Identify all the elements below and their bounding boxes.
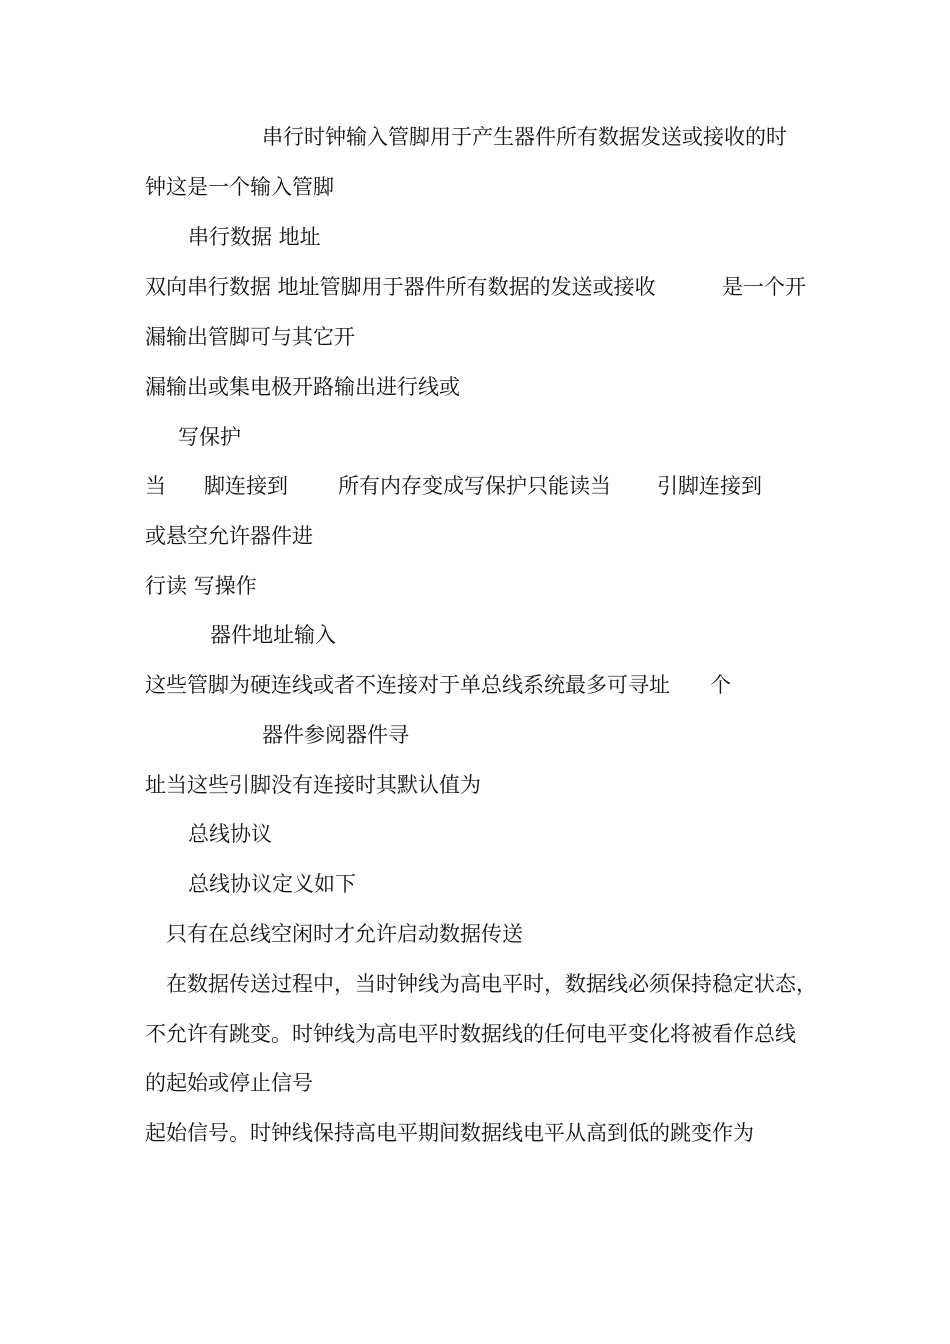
text-segment: 脚连接到 bbox=[204, 474, 288, 498]
text-segment: 串行时钟输入管脚用于产生器件所有数据发送或接收的时 bbox=[262, 125, 787, 149]
text-segment: 个 bbox=[710, 673, 731, 697]
text-segment: 器件地址输入 bbox=[210, 623, 336, 647]
text-segment: 总线协议 bbox=[188, 822, 272, 846]
text-segment: 钟这是一个输入管脚 bbox=[145, 175, 334, 199]
text-segment: 行读 写操作 bbox=[145, 574, 257, 598]
text-segment: 总线协议定义如下 bbox=[188, 872, 356, 896]
text-segment: 不允许有跳变。时钟线为高电平时数据线的任何电平变化将被看作总线 bbox=[145, 1022, 796, 1046]
text-segment: 址当这些引脚没有连接时其默认值为 bbox=[145, 773, 481, 797]
text-segment: 的起始或停止信号 bbox=[145, 1071, 313, 1095]
text-segment: 引脚连接到 bbox=[657, 474, 762, 498]
text-segment: 是一个开 bbox=[722, 275, 806, 299]
text-segment: 漏输出管脚可与其它开 bbox=[145, 325, 355, 349]
text-segment: 起始信号。时钟线保持高电平期间数据线电平从高到低的跳变作为 bbox=[145, 1121, 754, 1145]
text-segment: 当 bbox=[145, 474, 166, 498]
text-segment: 只有在总线空闲时才允许启动数据传送 bbox=[166, 922, 523, 946]
text-segment: 漏输出或集电极开路输出进行线或 bbox=[145, 375, 460, 399]
text-segment: 串行数据 地址 bbox=[188, 225, 321, 249]
text-segment: 在数据传送过程中，当时钟线为高电平时，数据线必须保持稳定状态， bbox=[166, 972, 817, 996]
text-segment: 双向串行数据 地址管脚用于器件所有数据的发送或接收 bbox=[145, 275, 656, 299]
text-segment: 写保护 bbox=[178, 425, 241, 449]
text-segment: 或悬空允许器件进 bbox=[145, 524, 313, 548]
text-segment: 器件参阅器件寻 bbox=[262, 723, 409, 747]
text-segment: 所有内存变成写保护只能读当 bbox=[338, 474, 611, 498]
text-segment: 这些管脚为硬连线或者不连接对于单总线系统最多可寻址 bbox=[145, 673, 670, 697]
